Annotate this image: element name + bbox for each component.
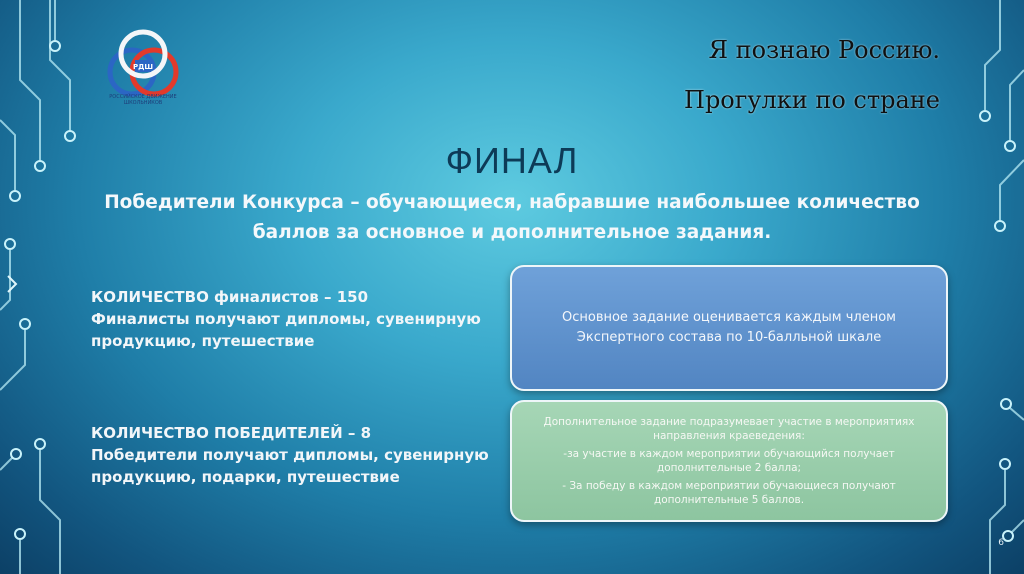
header-line2: Прогулки по стране bbox=[684, 86, 940, 114]
subtitle: Победители Конкурса – обучающиеся, набравшие наибольшее количество баллов за основное и дополнительное задания. bbox=[104, 192, 920, 243]
extra-task-intro: Дополнительное задание подразумевает участие в мероприятиях направления краеведения: bbox=[543, 416, 915, 442]
logo-emblem-text: РДШ bbox=[132, 63, 154, 71]
main-task-line2: Экспертного состава по 10-балльной шкале bbox=[576, 330, 882, 345]
finalists-title: КОЛИЧЕСТВО финалистов – 150 bbox=[91, 288, 369, 306]
finalists-block bbox=[91, 286, 491, 352]
extra-task-item2: - За победу в каждом мероприятии обучающиеся получают дополнительные 5 баллов. bbox=[562, 480, 896, 506]
winners-text: Победители получают дипломы, сувенирную продукцию, подарки, путешествие bbox=[91, 446, 489, 486]
main-task-line1: Основное задание оценивается каждым членом bbox=[561, 310, 896, 325]
final-title: ФИНАЛ bbox=[445, 140, 579, 181]
extra-task-item1: -за участие в каждом мероприятии обучающийся получает дополнительные 2 балла; bbox=[563, 448, 895, 474]
logo-caption: РОССИЙСКОЕ ДВИЖЕНИЕ ШКОЛЬНИКОВ bbox=[109, 94, 177, 106]
winners-title: КОЛИЧЕСТВО ПОБЕДИТЕЛЕЙ – 8 bbox=[91, 424, 372, 442]
extra-task-box bbox=[510, 400, 948, 522]
main-task-box bbox=[510, 265, 948, 391]
header-line1: Я познаю Россию. bbox=[708, 36, 940, 64]
page-number: 6 bbox=[998, 538, 1004, 548]
winners-block bbox=[91, 422, 491, 488]
finalists-text: Финалисты получают дипломы, сувенирную продукцию, путешествие bbox=[91, 310, 481, 350]
